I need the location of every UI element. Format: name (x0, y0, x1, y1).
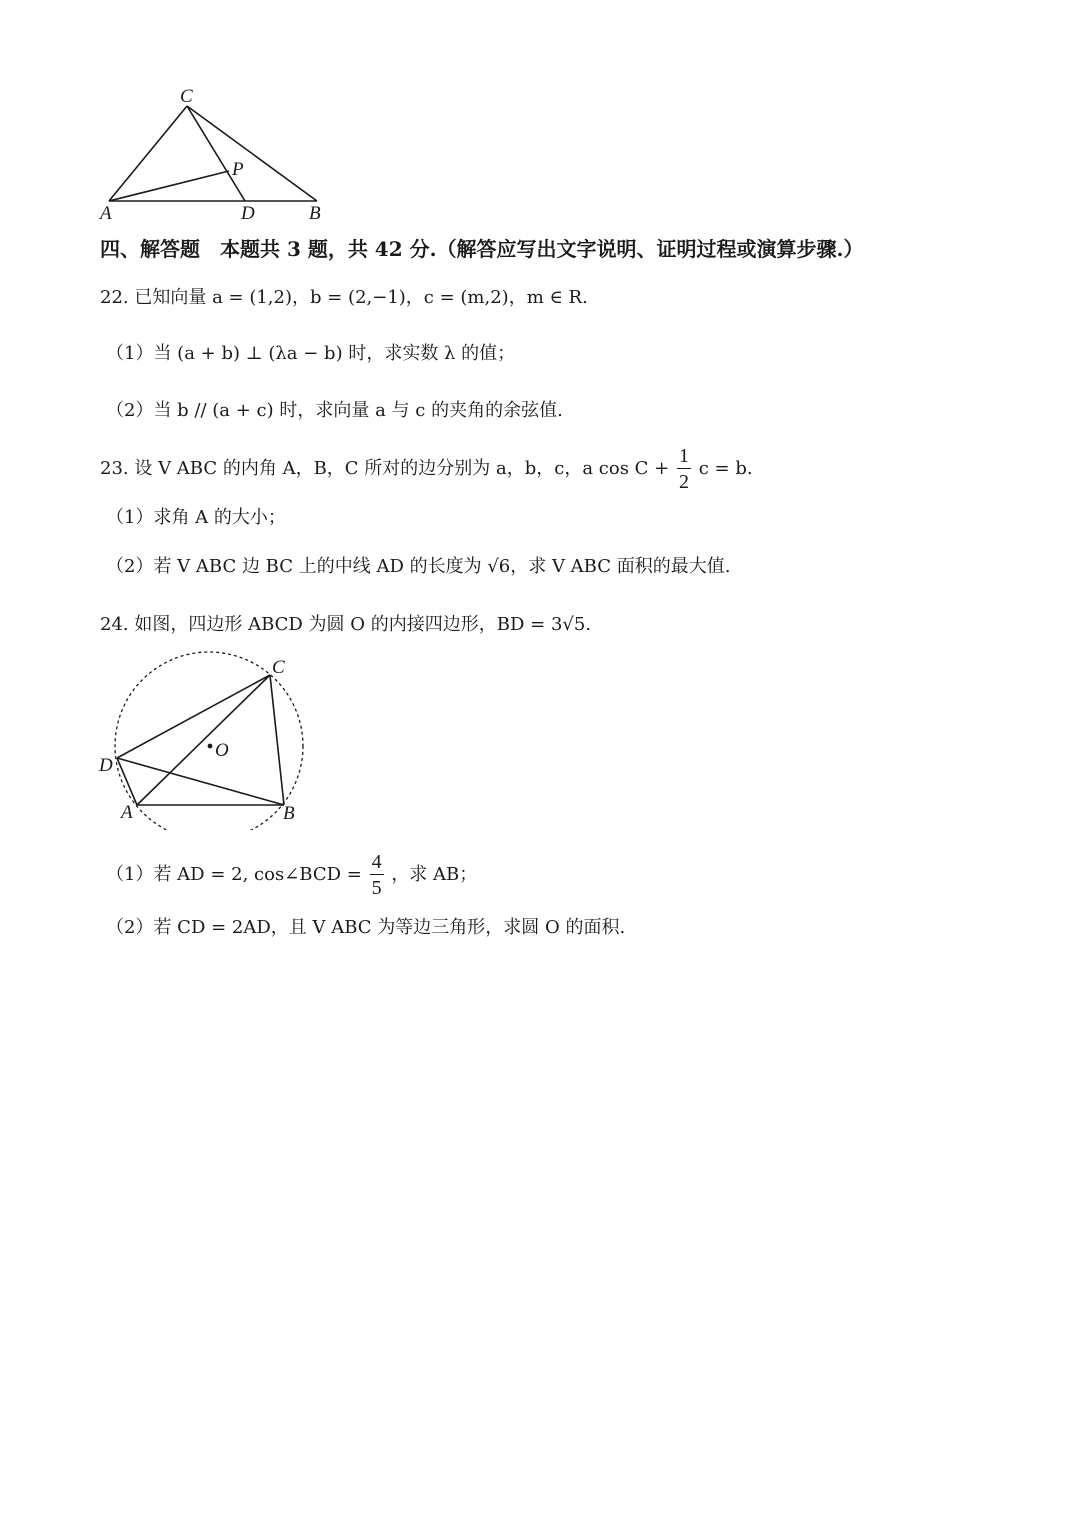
triangle-figure (95, 82, 335, 224)
q24-part1-post: ，求 AB； (391, 864, 478, 885)
diagonal-bd (117, 758, 284, 805)
q23-part2: （2）若 V ABC 边 BC 上的中线 AD 的长度为 √6，求 V ABC 面积的最大值. (106, 556, 731, 577)
side-cb (187, 106, 317, 201)
label-b2: B (283, 803, 295, 824)
q22-part1: （1）当 (a + b) ⊥ (λa − b) 时，求实数 λ 的值； (106, 343, 516, 364)
q23-part1: （1）求角 A 的大小； (106, 507, 286, 528)
q22-stem: 22. 已知向量 a = (1,2)，b = (2,−1)，c = (m,2)，m ∈ R. (100, 287, 588, 308)
q23-stem-pre: 23. 设 V ABC 的内角 A，B，C 所对的边分别为 a，b，c，a cos C + (100, 458, 670, 479)
q24-frac-den: 5 (371, 877, 382, 899)
side-bc (270, 675, 284, 805)
q24-part2: （2）若 CD = 2AD，且 V ABC 为等边三角形，求圆 O 的面积. (106, 917, 626, 938)
segment-ap (109, 171, 229, 201)
segment-cd (187, 106, 245, 201)
side-cd (117, 675, 270, 758)
label-c: C (180, 86, 193, 107)
q23-frac-den: 2 (678, 471, 689, 493)
q24-part1-pre: （1）若 AD = 2, cos∠BCD = (106, 864, 362, 885)
label-a: A (100, 203, 112, 224)
center-point (208, 744, 213, 749)
label-a2: A (121, 802, 133, 823)
q23-stem-post: c = b. (698, 458, 753, 479)
q23-frac-num: 1 (678, 445, 689, 467)
label-d2: D (99, 755, 113, 776)
circle-o (115, 652, 303, 830)
label-o: O (215, 740, 229, 761)
section-heading: 四、解答题 本题共 3 题，共 42 分.（解答应写出文字说明、证明过程或演算步骤.） (100, 237, 864, 261)
label-p: P (232, 159, 244, 180)
q24-fraction (370, 852, 384, 898)
circle-quadrilateral-figure (95, 650, 315, 830)
side-ac (109, 106, 187, 201)
label-d: D (241, 203, 255, 224)
diagonal-ac (137, 675, 270, 805)
label-b: B (309, 203, 321, 224)
q24-part1 (106, 852, 477, 898)
q24-frac-num: 4 (371, 851, 382, 873)
q23-fraction (677, 446, 691, 492)
q22-part2: （2）当 b // (a + c) 时，求向量 a 与 c 的夹角的余弦值. (106, 400, 563, 421)
q24-stem: 24. 如图，四边形 ABCD 为圆 O 的内接四边形，BD = 3√5. (100, 614, 592, 635)
q23-stem (100, 446, 753, 492)
side-da (117, 758, 137, 805)
label-c2: C (272, 657, 285, 678)
